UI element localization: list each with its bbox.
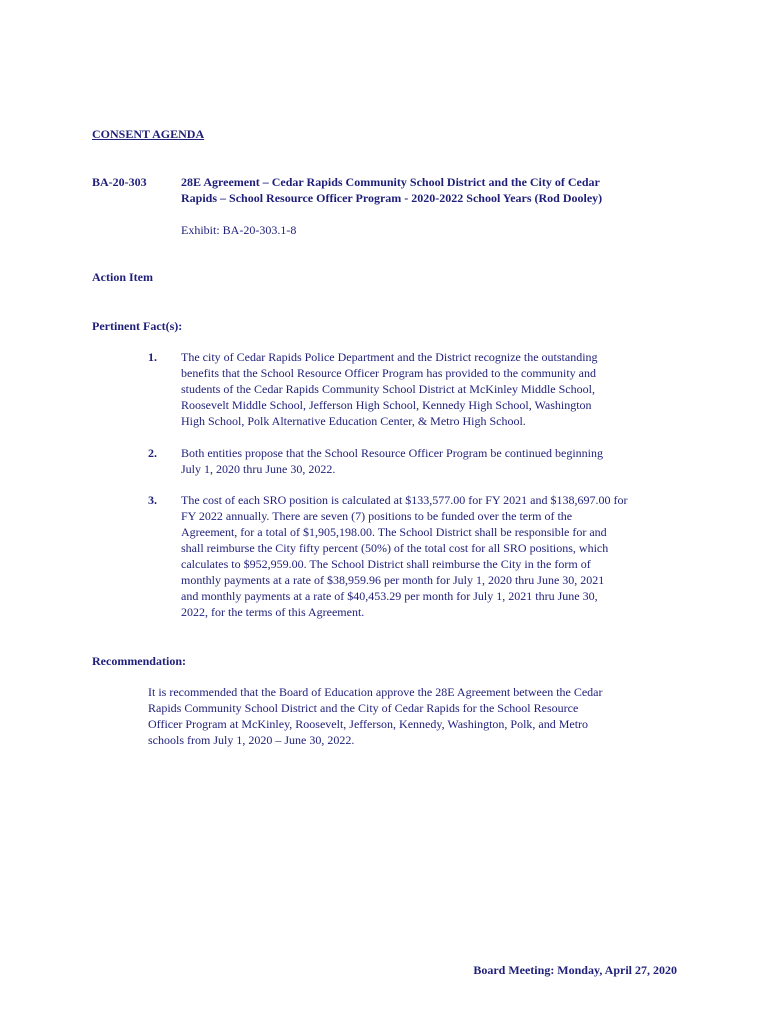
section-title: CONSENT AGENDA bbox=[92, 127, 205, 141]
fact-3-number: 3. bbox=[148, 493, 157, 507]
fact-1-text bbox=[181, 349, 681, 429]
pertinent-facts-heading: Pertinent Fact(s): bbox=[92, 319, 183, 333]
fact-1-number: 1. bbox=[148, 350, 157, 364]
fact-1-line: students of the Cedar Rapids Community School District at McKinley Middle School, bbox=[181, 382, 595, 396]
action-item-heading: Action Item bbox=[92, 270, 153, 284]
fact-1-line: The city of Cedar Rapids Police Department and the District recognize the outstanding bbox=[181, 350, 598, 364]
board-meeting-footer: Board Meeting: Monday, April 27, 2020 bbox=[473, 963, 677, 977]
fact-1-line: High School, Polk Alternative Education Center, & Metro High School. bbox=[181, 414, 526, 428]
fact-3-line: monthly payments at a rate of $38,959.96 per month for July 1, 2020 thru June 30, 2021 bbox=[181, 573, 605, 587]
fact-2-number: 2. bbox=[148, 446, 157, 460]
fact-2-text bbox=[181, 445, 681, 477]
fact-1-line: Roosevelt Middle School, Jefferson High School, Kennedy High School, Washington bbox=[181, 398, 592, 412]
recommendation-line: It is recommended that the Board of Education approve the 28E Agreement between the Cedar bbox=[148, 685, 603, 699]
fact-3-line: The cost of each SRO position is calculated at $133,577.00 for FY 2021 and $138,697.00 for bbox=[181, 493, 628, 507]
item-title-line-2: Rapids – School Resource Officer Program - 2020-2022 School Years (Rod Dooley) bbox=[181, 191, 603, 205]
recommendation-text bbox=[148, 684, 708, 748]
fact-3-line: calculates to $952,959.00. The School District shall reimburse the City in the form of bbox=[181, 557, 591, 571]
item-title-line-1: 28E Agreement – Cedar Rapids Community School District and the City of Cedar bbox=[181, 175, 600, 189]
item-code: BA-20-303 bbox=[92, 175, 147, 189]
fact-3-text bbox=[181, 492, 701, 620]
fact-3-line: shall reimburse the City fifty percent (50%) of the total cost for all SRO positions, which bbox=[181, 541, 609, 555]
recommendation-line: Rapids Community School District and the City of Cedar Rapids for the School Resource bbox=[148, 701, 579, 715]
exhibit-reference: Exhibit: BA-20-303.1-8 bbox=[181, 223, 297, 237]
fact-3-line: and monthly payments at a rate of $40,453.29 per month for July 1, 2021 thru June 30, bbox=[181, 589, 598, 603]
fact-3-line: 2022, for the terms of this Agreement. bbox=[181, 605, 365, 619]
recommendation-heading: Recommendation: bbox=[92, 654, 186, 668]
fact-2-line: July 1, 2020 thru June 30, 2022. bbox=[181, 462, 336, 476]
fact-2-line: Both entities propose that the School Resource Officer Program be continued beginning bbox=[181, 446, 604, 460]
fact-3-line: FY 2022 annually. There are seven (7) positions to be funded over the term of the bbox=[181, 509, 573, 523]
fact-1-line: benefits that the School Resource Officer Program has provided to the community and bbox=[181, 366, 597, 380]
recommendation-line: Officer Program at McKinley, Roosevelt, Jefferson, Kennedy, Washington, Polk, and Metro bbox=[148, 717, 589, 731]
fact-3-line: Agreement, for a total of $1,905,198.00. The School District shall be responsible for and bbox=[181, 525, 607, 539]
recommendation-line: schools from July 1, 2020 – June 30, 2022. bbox=[148, 733, 355, 747]
